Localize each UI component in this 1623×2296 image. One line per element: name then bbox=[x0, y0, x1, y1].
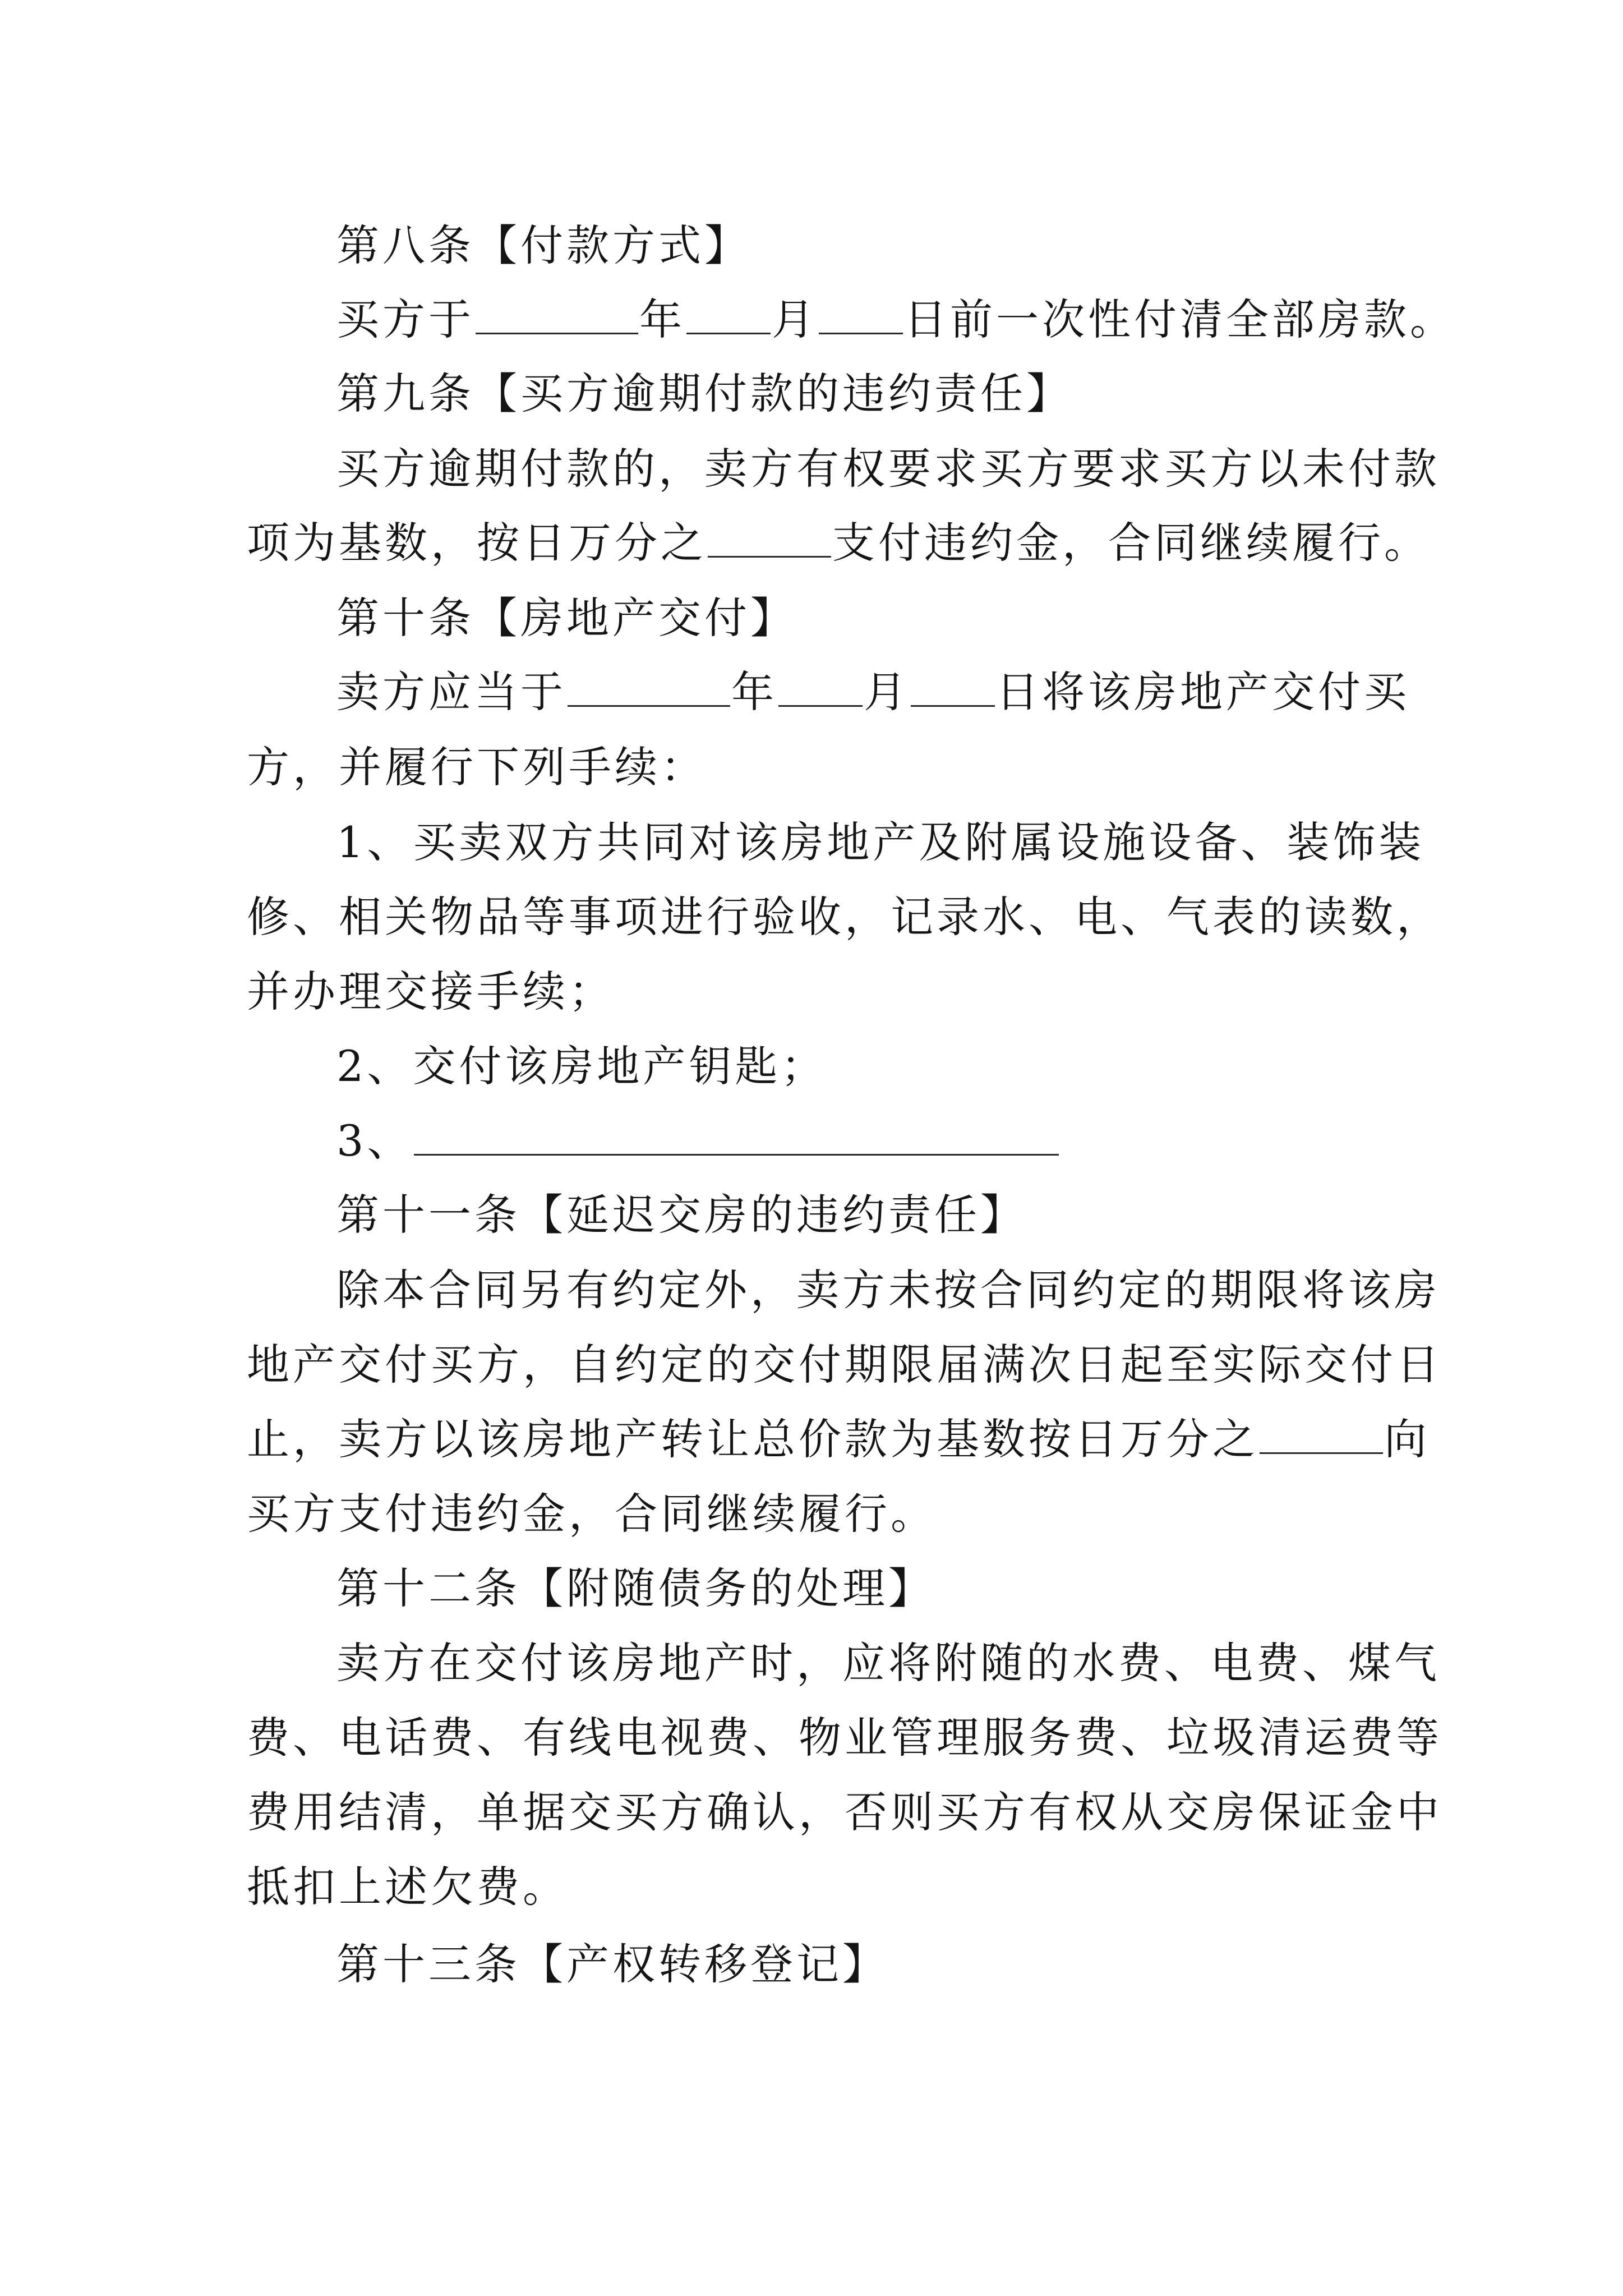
article-10-item-1-line-2: 修、相关物品等事项进行验收，记录水、电、气表的读数， bbox=[247, 892, 1442, 942]
delivery-day-blank[interactable] bbox=[911, 671, 995, 707]
day-blank[interactable] bbox=[819, 298, 903, 334]
article-8-heading: 第八条【付款方式】 bbox=[336, 220, 750, 270]
article-11-heading: 第十一条【延迟交房的违约责任】 bbox=[336, 1190, 1026, 1240]
article-9-text-a: 项为基数，按日万分之 bbox=[247, 518, 707, 568]
article-8-paragraph bbox=[336, 295, 1456, 344]
late-delivery-rate-blank[interactable] bbox=[1260, 1418, 1383, 1454]
article-12-line-4: 抵扣上述欠费。 bbox=[247, 1862, 569, 1912]
article-10-item-3 bbox=[336, 1116, 1060, 1166]
article-10-text-b: 日将该房地产交付买 bbox=[996, 667, 1410, 717]
month-blank[interactable] bbox=[686, 298, 771, 334]
month-label: 月 bbox=[772, 295, 818, 344]
article-11-line-1: 除本合同另有约定外，卖方未按合同约定的期限将该房 bbox=[336, 1265, 1440, 1315]
article-9-line-2 bbox=[247, 518, 1430, 568]
article-9-line-1: 买方逾期付款的，卖方有权要求买方要求买方以未付款 bbox=[336, 444, 1440, 494]
delivery-month-label: 月 bbox=[864, 667, 910, 717]
article-11-line-2: 地产交付买方，自约定的交付期限届满次日起至实际交付日 bbox=[247, 1340, 1442, 1389]
article-9-heading: 第九条【买方逾期付款的违约责任】 bbox=[336, 369, 1072, 418]
article-10-heading: 第十条【房地产交付】 bbox=[336, 593, 796, 643]
article-12-line-3: 费用结清，单据交买方确认，否则买方有权从交房保证金中 bbox=[247, 1787, 1442, 1837]
article-13-heading: 第十三条【产权转移登记】 bbox=[336, 1939, 888, 1989]
year-blank[interactable] bbox=[476, 298, 638, 334]
article-10-item-1-line-3: 并办理交接手续； bbox=[247, 967, 615, 1016]
item-3-number: 3、 bbox=[336, 1116, 413, 1166]
delivery-year-blank[interactable] bbox=[568, 671, 730, 707]
year-label: 年 bbox=[639, 295, 685, 344]
article-11-text-a: 止，卖方以该房地产转让总价款为基数按日万分之 bbox=[247, 1414, 1258, 1464]
article-8-text-a: 买方于 bbox=[336, 295, 474, 344]
delivery-year-label: 年 bbox=[731, 667, 777, 717]
article-12-heading: 第十二条【附随债务的处理】 bbox=[336, 1563, 934, 1613]
article-10-text-a: 卖方应当于 bbox=[336, 667, 566, 717]
article-11-text-b: 向 bbox=[1384, 1414, 1430, 1464]
article-10-line-1 bbox=[336, 667, 1410, 717]
article-10-item-1-line-1: 1、买卖双方共同对该房地产及附属设施设备、装饰装 bbox=[336, 817, 1425, 867]
article-12-line-1: 卖方在交付该房地产时，应将附随的水费、电费、煤气 bbox=[336, 1638, 1440, 1688]
article-11-line-4: 买方支付违约金，合同继续履行。 bbox=[247, 1489, 937, 1539]
article-10-line-2: 方，并履行下列手续： bbox=[247, 742, 707, 792]
delivery-month-blank[interactable] bbox=[778, 671, 863, 707]
article-12-line-2: 费、电话费、有线电视费、物业管理服务费、垃圾清运费等 bbox=[247, 1713, 1442, 1763]
article-9-text-b: 支付违约金，合同继续履行。 bbox=[832, 518, 1430, 568]
penalty-rate-blank[interactable] bbox=[708, 522, 831, 558]
article-10-item-2: 2、交付该房地产钥匙； bbox=[336, 1041, 827, 1091]
item-3-blank[interactable] bbox=[414, 1120, 1059, 1156]
article-8-text-b: 日前一次性付清全部房款。 bbox=[904, 295, 1456, 344]
article-11-line-3 bbox=[247, 1414, 1430, 1464]
